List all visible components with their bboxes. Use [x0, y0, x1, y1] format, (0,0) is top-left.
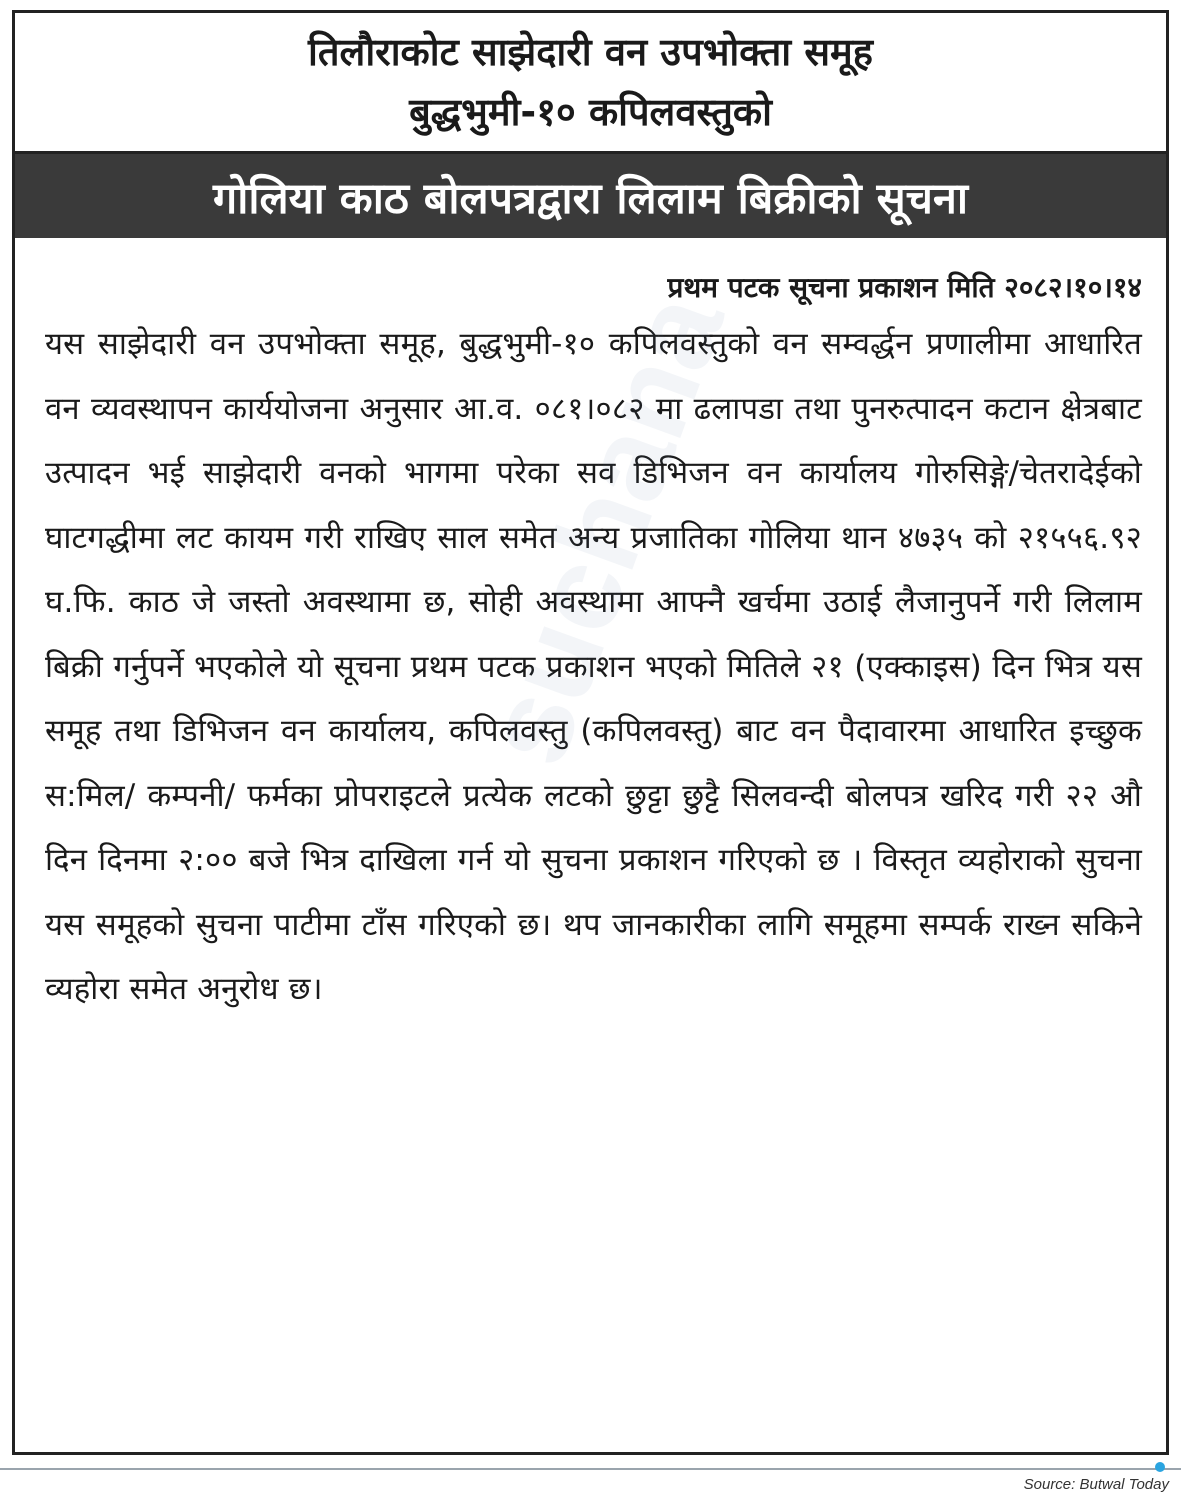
accent-dot-icon [1155, 1462, 1165, 1472]
publication-date: प्रथम पटक सूचना प्रकाशन मिति २०८२।१०।१४ [667, 271, 1142, 304]
organization-location: बुद्धभुमी-१० कपिलवस्तुको [409, 90, 772, 134]
footer-divider [0, 1468, 1181, 1470]
organization-name: तिलौराकोट साझेदारी वन उपभोक्ता समूह [308, 30, 873, 74]
notice-card [12, 10, 1169, 1455]
source-credit: Source: Butwal Today [1023, 1476, 1169, 1493]
notice-title-banner: गोलिया काठ बोलपत्रद्वारा लिलाम बिक्रीको सूचना [15, 154, 1166, 238]
notice-body: यस साझेदारी वन उपभोक्ता समूह, बुद्धभुमी-१० कपिलवस्तुको वन सम्वर्द्धन प्रणालीमा आधारित वन व्यवस्थापन कार्ययोजना अनुसार आ.व. ०८१।०८२ मा ढलापडा तथा पुनरुत्पादन कटान क्षेत्रबाट उत्पादन भई साझेदारी वनको भागमा परेका सव डिभिजन वन कार्यालय गोरुसिङ्गे/चेतरादेईको घाटगद्धीमा लट कायम गरी राखिए साल समेत अन्य प्रजातिका गोलिया थान ४७३५ को २१५५६.९२ घ.फि. काठ जे जस्तो अवस्थामा छ, सोही अवस्थामा आफ्नै खर्चमा उठाई लैजानुपर्ने गरी लिलाम बिक्री गर्नुपर्ने भएकोले यो सूचना प्रथम पटक प्रकाशन भएको मितिले २१ (एक्काइस) दिन भित्र यस समूह तथा डिभिजन वन कार्यालय, कपिलवस्तु (कपिलवस्तु) बाट वन पैदावारमा आधारित इच्छुक स:मिल/ कम्पनी/ फर्मका प्रोपराइटले प्रत्येक लटको छुट्टा छुट्टै सिलवन्दी बोलपत्र खरिद गरी २२ औ दिन दिनमा २:०० बजे भित्र दाखिला गर्न यो सुचना प्रकाशन गरिएको छ । विस्तृत व्यहोराको सुचना यस समूहको सुचना पाटीमा टाँस गरिएको छ। थप जानकारीका लागि समूहमा सम्पर्क राख्न सकिने व्यहोरा समेत अनुरोध छ। [45, 326, 1142, 1007]
notice-header [15, 13, 1166, 154]
